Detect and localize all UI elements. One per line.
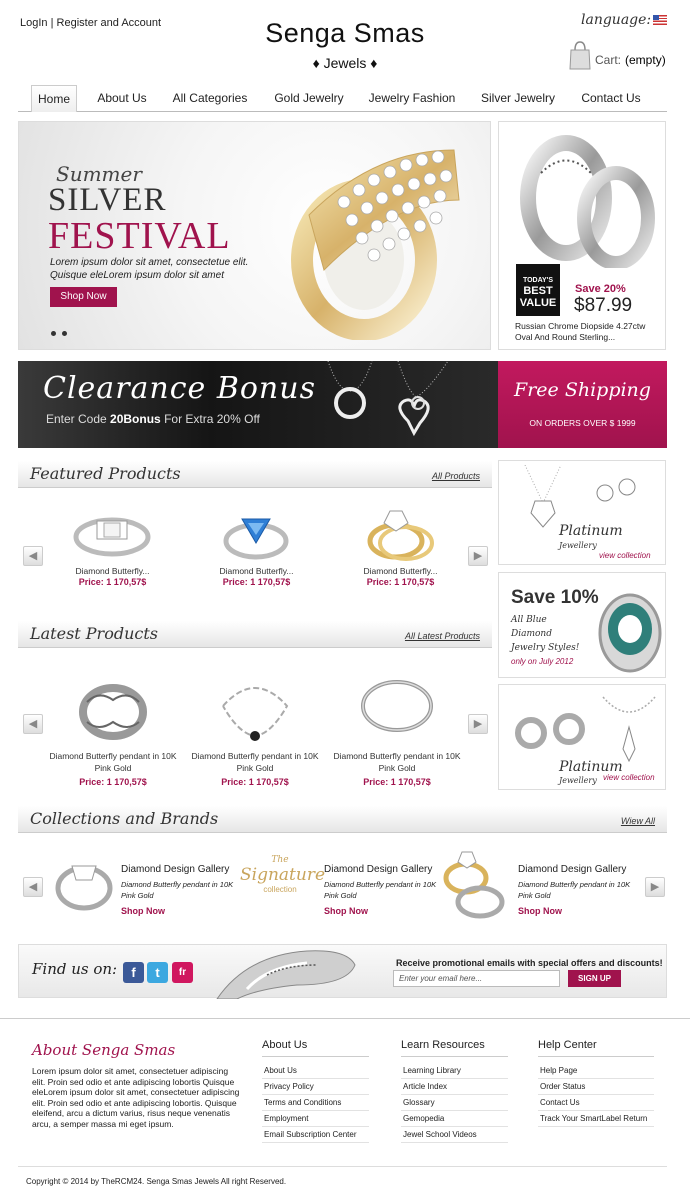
hero-text-line1: Lorem ipsum dolor sit amet, consectetue elit. <box>50 257 249 268</box>
footer-link[interactable]: Jewel School Videos <box>401 1127 508 1143</box>
latest-product-1[interactable] <box>46 672 180 787</box>
footer-link[interactable]: Learning Library <box>401 1063 508 1079</box>
nav-contact-us[interactable]: Contact Us <box>581 91 641 105</box>
collections-header <box>18 806 667 833</box>
footer-link[interactable]: Contact Us <box>538 1095 654 1111</box>
main-nav <box>18 85 667 112</box>
promo-price: $87.99 <box>574 295 633 316</box>
view-all-link[interactable]: Wiew All <box>620 816 655 826</box>
clearance-banner[interactable] <box>18 361 498 448</box>
chevron-right-icon: ▶ <box>473 550 483 562</box>
featured-title: Featured Products <box>30 464 181 483</box>
product-name-line2: Pink Gold <box>94 763 132 773</box>
platinum-title: Platinum <box>559 523 623 539</box>
collection-item-1[interactable] <box>121 864 251 919</box>
hero-text <box>50 256 248 282</box>
collection-desc: Diamond Butterfly pendant in 10K <box>121 880 234 889</box>
footer-col-title: About Us <box>262 1039 369 1057</box>
latest-product-2[interactable] <box>188 672 322 787</box>
save-10-sub <box>511 613 579 655</box>
pendant-necklaces-image <box>308 361 478 448</box>
collection-shop-now[interactable]: Shop Now <box>324 906 368 916</box>
footer-link[interactable]: Article Index <box>401 1079 508 1095</box>
featured-product-1[interactable] <box>60 505 165 587</box>
latest-products-header <box>18 621 492 648</box>
code-suffix: For Extra 20% Off <box>164 412 260 426</box>
nav-silver-jewelry[interactable]: Silver Jewelry <box>480 91 555 105</box>
free-shipping-title: Free Shipping <box>514 379 651 401</box>
product-price: Price: 1 170,57$ <box>79 777 147 787</box>
collection-item-2[interactable] <box>324 864 454 919</box>
collection-desc: Pink Gold <box>518 891 551 900</box>
product-price: Price: 1 170,57$ <box>78 577 147 587</box>
chevron-right-icon: ▶ <box>650 881 660 893</box>
featured-product-2[interactable] <box>204 505 309 587</box>
footer-link[interactable]: Track Your SmartLabel Return <box>538 1111 654 1127</box>
collection-name: Diamond Design Gallery <box>324 864 433 875</box>
chevron-left-icon: ◀ <box>28 718 38 730</box>
find-us-title: Find us on: <box>32 960 118 978</box>
nav-home[interactable]: Home <box>31 85 77 112</box>
nav-gold-jewelry[interactable]: Gold Jewelry <box>274 91 344 105</box>
signature-top: The <box>271 855 289 865</box>
cart-value: (empty) <box>625 53 666 67</box>
latest-next-arrow[interactable] <box>468 714 488 734</box>
footer-link[interactable]: About Us <box>262 1063 369 1079</box>
footer-link[interactable]: Privacy Policy <box>262 1079 369 1095</box>
login-link[interactable]: LogIn <box>20 17 48 29</box>
code-value: 20Bonus <box>110 412 161 426</box>
nav-about-us[interactable]: About Us <box>97 91 147 105</box>
july-note: only on July 2012 <box>511 657 574 666</box>
register-link[interactable]: Register and Account <box>56 17 162 29</box>
platinum-title: Platinum <box>559 759 623 775</box>
silver-rings-image <box>511 128 661 268</box>
logo-title[interactable]: Senga Smas <box>265 18 425 48</box>
free-shipping-banner[interactable] <box>498 361 667 448</box>
language-label: language: <box>581 12 652 28</box>
footer-link[interactable]: Employment <box>262 1111 369 1127</box>
hero-summer: Summer <box>56 162 142 186</box>
slider-dot[interactable] <box>62 331 67 336</box>
footer-col-about <box>262 1039 369 1143</box>
save-10-line2: Diamond <box>511 629 552 639</box>
view-collection-link[interactable]: view collection <box>603 773 655 782</box>
badge-line2: BEST <box>523 285 553 297</box>
save-10-title: Save 10% <box>511 587 599 608</box>
featured-products-header <box>18 461 492 488</box>
footer-link[interactable]: Glossary <box>401 1095 508 1111</box>
gold-diamond-ring-image <box>284 130 474 340</box>
language-selector[interactable] <box>581 12 667 28</box>
hero-silver: SILVER <box>48 182 167 218</box>
product-name: Diamond Butterfly... <box>219 566 294 576</box>
badge-line1: TODAY'S <box>522 277 554 284</box>
product-image <box>204 505 309 565</box>
product-image <box>73 672 153 750</box>
save-10-box[interactable] <box>498 572 666 678</box>
cart-label: Cart: <box>595 53 622 67</box>
collections-title: Collections and Brands <box>30 809 219 828</box>
nav-jewelry-fashion[interactable]: Jewelry Fashion <box>368 91 456 105</box>
platinum-collection-box-1[interactable] <box>498 460 666 565</box>
signature-collection-logo <box>240 855 326 894</box>
all-products-link[interactable]: All Products <box>431 471 480 481</box>
copyright: Copyright © 2014 by TheRCM24. Senga Smas Jewels All right Reserved. <box>26 1177 287 1186</box>
featured-product-3[interactable] <box>348 505 453 587</box>
side-promo[interactable] <box>498 121 666 350</box>
collection-name: Diamond Design Gallery <box>121 864 230 875</box>
product-name-line2: Pink Gold <box>236 763 274 773</box>
twitter-icon[interactable]: t <box>147 962 168 983</box>
latest-title: Latest Products <box>30 624 158 643</box>
free-shipping-sub: ON ORDERS OVER $ 1999 <box>529 418 636 428</box>
product-price: Price: 1 170,57$ <box>221 777 289 787</box>
featured-prev-arrow[interactable] <box>23 546 43 566</box>
platinum-collection-box-2[interactable] <box>498 684 666 790</box>
promo-description[interactable]: Russian Chrome Diopside 4.27ctw Oval And Round Sterling... <box>515 321 646 342</box>
blue-diamond-ring-image <box>595 585 665 675</box>
product-image <box>348 505 453 565</box>
signature-word: Signature <box>240 865 326 885</box>
signature-sub: collection <box>263 885 297 894</box>
best-value-badge <box>516 264 560 316</box>
collection-desc: Pink Gold <box>324 891 357 900</box>
product-image <box>215 672 295 750</box>
sign-up-button[interactable]: SIGN UP <box>568 970 621 987</box>
product-name-line1: Diamond Butterfly pendant in 10K <box>191 751 319 761</box>
slider-dots <box>51 323 73 341</box>
footer-divider <box>0 1018 690 1019</box>
silver-ring-decoration <box>207 945 357 999</box>
collection-gold-rings-image <box>440 848 510 922</box>
collection-desc: Diamond Butterfly pendant in 10K <box>518 880 631 889</box>
platinum-sub: Jewellery <box>559 541 597 550</box>
link-separator: | <box>50 17 54 29</box>
product-image <box>357 672 437 750</box>
collection-desc: Pink Gold <box>121 891 154 900</box>
email-input[interactable]: Enter your email here... <box>393 970 560 987</box>
latest-product-3[interactable] <box>330 672 464 787</box>
collection-shop-now[interactable]: Shop Now <box>518 906 562 916</box>
collections-prev-arrow[interactable] <box>23 877 43 897</box>
product-name-line2: Pink Gold <box>378 763 416 773</box>
shopping-bag-icon[interactable] <box>569 40 591 70</box>
find-us-bar <box>18 944 667 998</box>
clearance-title: Clearance Bonus <box>43 371 316 406</box>
about-text: Lorem ipsum dolor sit amet, consectetuer adipiscing elit. Proin sed odio et ante adipiscing lobortis Quisque eleLorem ipsum dolor sit amet, consectetuer adipiscing elit. Proin sed odio et ante adipiscing lobortis. Quisque eleifend, arcu a dictum varius, risus neque venenatis arcu, a semper massa mi eget ipsum. <box>32 1066 240 1129</box>
footer-link[interactable]: Email Subscription Center <box>262 1127 369 1143</box>
footer-link[interactable]: Gemopedia <box>401 1111 508 1127</box>
collections-next-arrow[interactable] <box>645 877 665 897</box>
chevron-right-icon: ▶ <box>473 718 483 730</box>
chevron-left-icon: ◀ <box>28 881 38 893</box>
promo-text: Receive promotional emails with special offers and discounts! <box>396 958 663 968</box>
collection-desc: Diamond Butterfly pendant in 10K <box>324 880 437 889</box>
product-name: Diamond Butterfly... <box>363 566 438 576</box>
product-name-line1: Diamond Butterfly pendant in 10K <box>333 751 461 761</box>
clearance-code <box>46 412 260 426</box>
view-collection-link[interactable]: view collection <box>599 551 651 560</box>
featured-next-arrow[interactable] <box>468 546 488 566</box>
badge-line3: VALUE <box>519 297 557 309</box>
hero-banner[interactable] <box>18 121 491 350</box>
collection-shop-now[interactable]: Shop Now <box>121 906 165 916</box>
footer-link[interactable]: Terms and Conditions <box>262 1095 369 1111</box>
facebook-icon[interactable]: f <box>123 962 144 983</box>
copyright-divider <box>18 1166 667 1167</box>
product-price: Price: 1 170,57$ <box>222 577 291 587</box>
platinum-sub: Jewellery <box>559 776 597 785</box>
footer-col-title: Learn Resources <box>401 1039 508 1057</box>
collection-name: Diamond Design Gallery <box>518 864 627 875</box>
chevron-left-icon: ◀ <box>28 550 38 562</box>
product-price: Price: 1 170,57$ <box>363 777 431 787</box>
hero-festival: FESTIVAL <box>48 215 231 257</box>
product-image <box>60 505 165 565</box>
cart-status[interactable] <box>595 53 666 67</box>
product-price: Price: 1 170,57$ <box>366 577 435 587</box>
code-prefix: Enter Code <box>46 412 107 426</box>
logo-subtitle: ♦ Jewels ♦ <box>312 55 378 71</box>
footer-col-learn <box>401 1039 508 1143</box>
us-flag-icon[interactable] <box>653 15 667 25</box>
shop-now-button[interactable]: Shop Now <box>50 287 117 307</box>
product-name-line1: Diamond Butterfly pendant in 10K <box>49 751 177 761</box>
collection-item-3[interactable] <box>518 864 648 919</box>
collection-ring-image <box>52 852 117 917</box>
nav-all-categories[interactable]: All Categories <box>172 91 248 105</box>
footer-link[interactable]: Help Page <box>538 1063 654 1079</box>
footer-col-title: Help Center <box>538 1039 654 1057</box>
about-title: About Senga Smas <box>32 1041 176 1059</box>
footer-link[interactable]: Order Status <box>538 1079 654 1095</box>
footer-col-help <box>538 1039 654 1127</box>
save-10-line3: Jewelry Styles! <box>511 643 580 653</box>
product-name: Diamond Butterfly... <box>75 566 150 576</box>
slider-dot[interactable] <box>51 331 56 336</box>
all-latest-products-link[interactable]: All Latest Products <box>404 631 480 641</box>
latest-prev-arrow[interactable] <box>23 714 43 734</box>
save-percent: Save 20% <box>575 283 626 295</box>
hero-text-line2: Quisque eleLorem ipsum dolor sit amet <box>50 270 224 281</box>
save-10-line1: All Blue <box>511 615 547 625</box>
friendfeed-icon[interactable]: fr <box>172 962 193 983</box>
platinum-pendants-image <box>505 687 665 767</box>
